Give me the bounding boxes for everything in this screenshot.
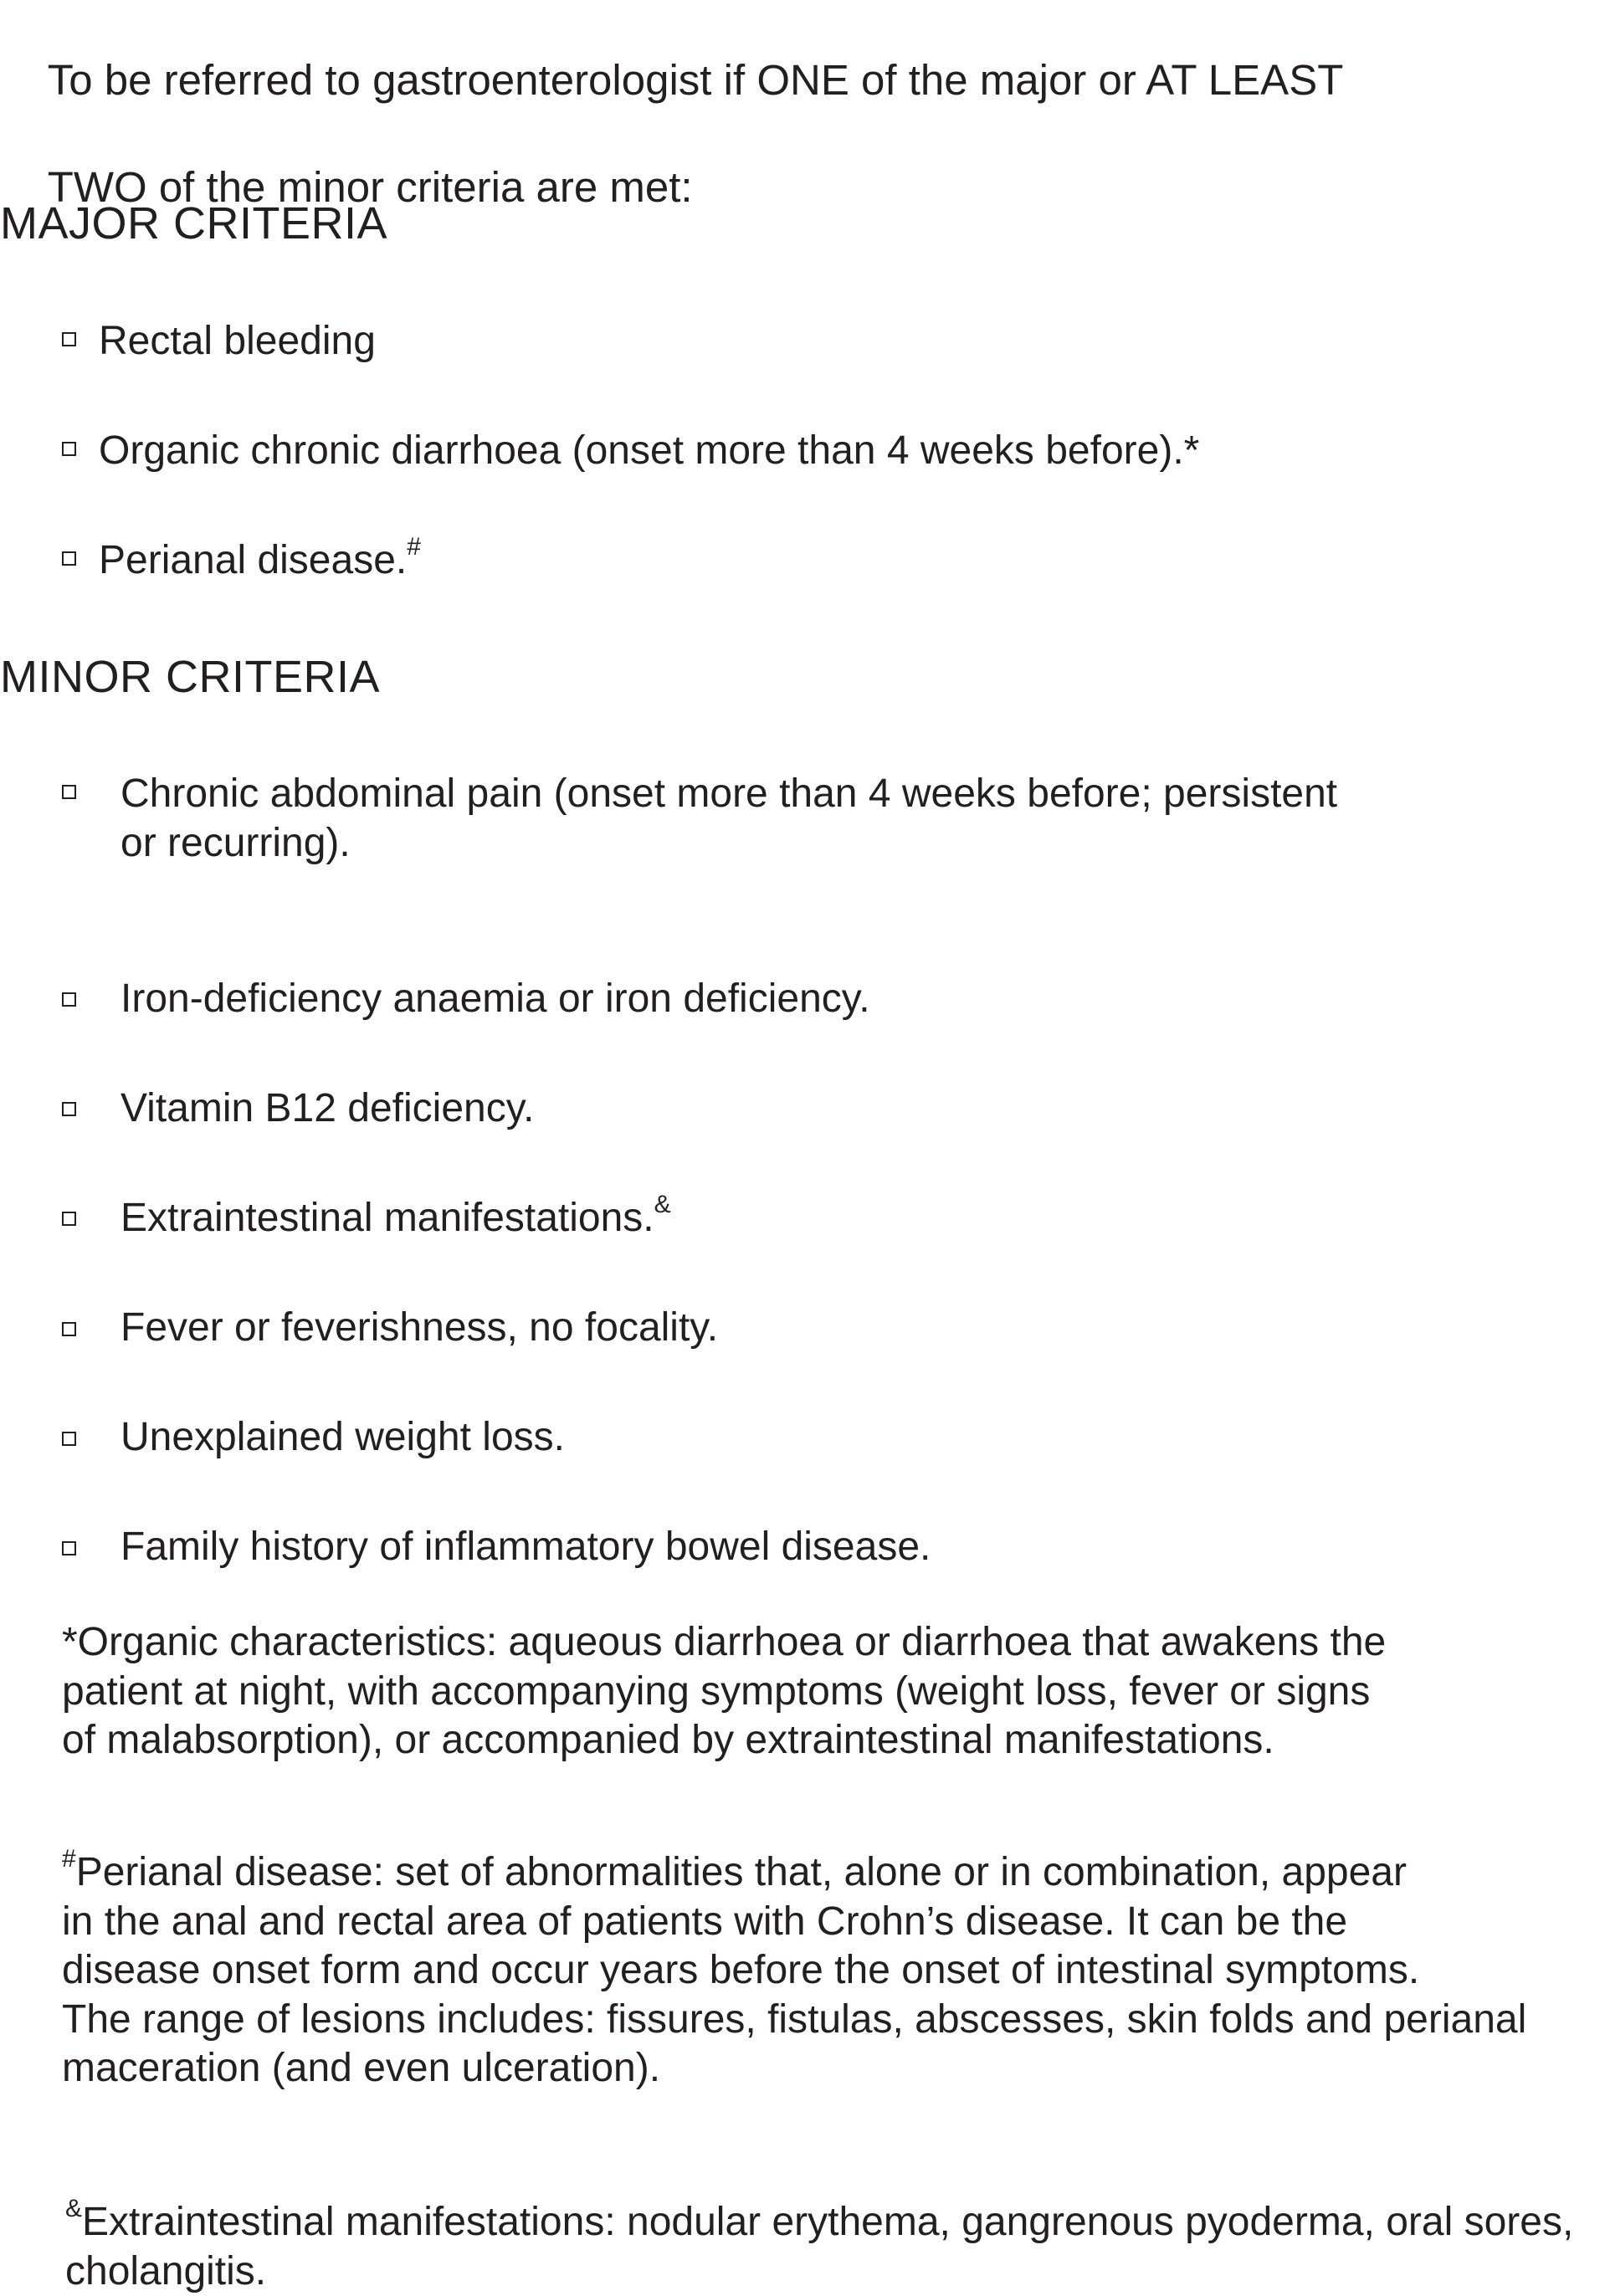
footnote-extraintestinal-mark: & <box>65 2195 82 2222</box>
footnote-perianal-line-4: The range of lesions includes: fissures, fistulas, abscesses, skin folds and perianal <box>62 1996 1526 2045</box>
minor-item-checkbox-7[interactable] <box>62 1541 76 1555</box>
major-item-checkbox-1[interactable] <box>62 332 76 346</box>
footnote-extraintestinal-line-1: Extraintestinal manifestations: nodular erythema, gangrenous pyoderma, oral sores, <box>82 2200 1573 2244</box>
minor-item-checkbox-1[interactable] <box>62 785 76 799</box>
minor-item-checkbox-6[interactable] <box>62 1432 76 1446</box>
footnote-organic <box>62 1618 1386 1766</box>
minor-item-4: Extraintestinal manifestations.& <box>121 1193 671 1243</box>
footnote-mark-ampersand: & <box>654 1191 671 1218</box>
footnote-organic-line-3: of malabsorption), or accompanied by extraintestinal manifestations. <box>62 1716 1386 1766</box>
minor-item-5: Fever or feverishness, no focality. <box>121 1303 718 1353</box>
minor-item-checkbox-4[interactable] <box>62 1212 76 1226</box>
major-item-2: Organic chronic diarrhoea (onset more than 4 weeks before).* <box>99 426 1199 476</box>
minor-item-checkbox-3[interactable] <box>62 1102 76 1116</box>
footnote-organic-line-1: *Organic characteristics: aqueous diarrhoea or diarrhoea that awakens the <box>62 1618 1386 1668</box>
intro-line-1: To be referred to gastroenterologist if ONE of the major or AT LEAST <box>48 56 1344 104</box>
major-item-checkbox-3[interactable] <box>62 551 76 566</box>
footnote-perianal <box>62 1848 1526 2094</box>
footnote-extraintestinal <box>65 2198 1573 2296</box>
minor-item-checkbox-2[interactable] <box>62 992 76 1007</box>
minor-criteria-heading: MINOR CRITERIA <box>0 651 380 703</box>
major-item-1: Rectal bleeding <box>99 316 376 366</box>
footnote-perianal-line-5: maceration (and even ulceration). <box>62 2044 1526 2094</box>
minor-item-7: Family history of inflammatory bowel disease. <box>121 1522 931 1572</box>
footnote-organic-line-2: patient at night, with accompanying symptoms (weight loss, fever or signs <box>62 1668 1386 1717</box>
minor-item-1-line-2: or recurring). <box>121 819 1337 869</box>
minor-item-2: Iron-deficiency anaemia or iron deficiency. <box>121 974 870 1024</box>
minor-item-1-line-1: Chronic abdominal pain (onset more than 4 weeks before; persistent <box>121 770 1337 819</box>
footnote-extraintestinal-line-2: cholangitis. <box>65 2247 1573 2296</box>
minor-item-3: Vitamin B12 deficiency. <box>121 1084 534 1134</box>
footnote-perianal-mark: # <box>62 1845 76 1873</box>
major-item-checkbox-2[interactable] <box>62 442 76 456</box>
minor-item-1 <box>121 770 1337 868</box>
footnote-perianal-line-2: in the anal and rectal area of patients with Crohn’s disease. It can be the <box>62 1898 1526 1947</box>
footnote-mark-hash: # <box>407 533 421 561</box>
major-item-3: Perianal disease.# <box>99 536 421 586</box>
intro-line-2: TWO of the minor criteria are met: <box>48 163 693 211</box>
footnote-perianal-line-3: disease onset form and occur years before the onset of intestinal symptoms. <box>62 1946 1526 1996</box>
minor-item-6: Unexplained weight loss. <box>121 1412 565 1463</box>
major-criteria-heading: MAJOR CRITERIA <box>0 197 387 249</box>
minor-item-checkbox-5[interactable] <box>62 1322 76 1336</box>
footnote-perianal-line-1: Perianal disease: set of abnormalities that, alone or in combination, appear <box>76 1850 1407 1894</box>
